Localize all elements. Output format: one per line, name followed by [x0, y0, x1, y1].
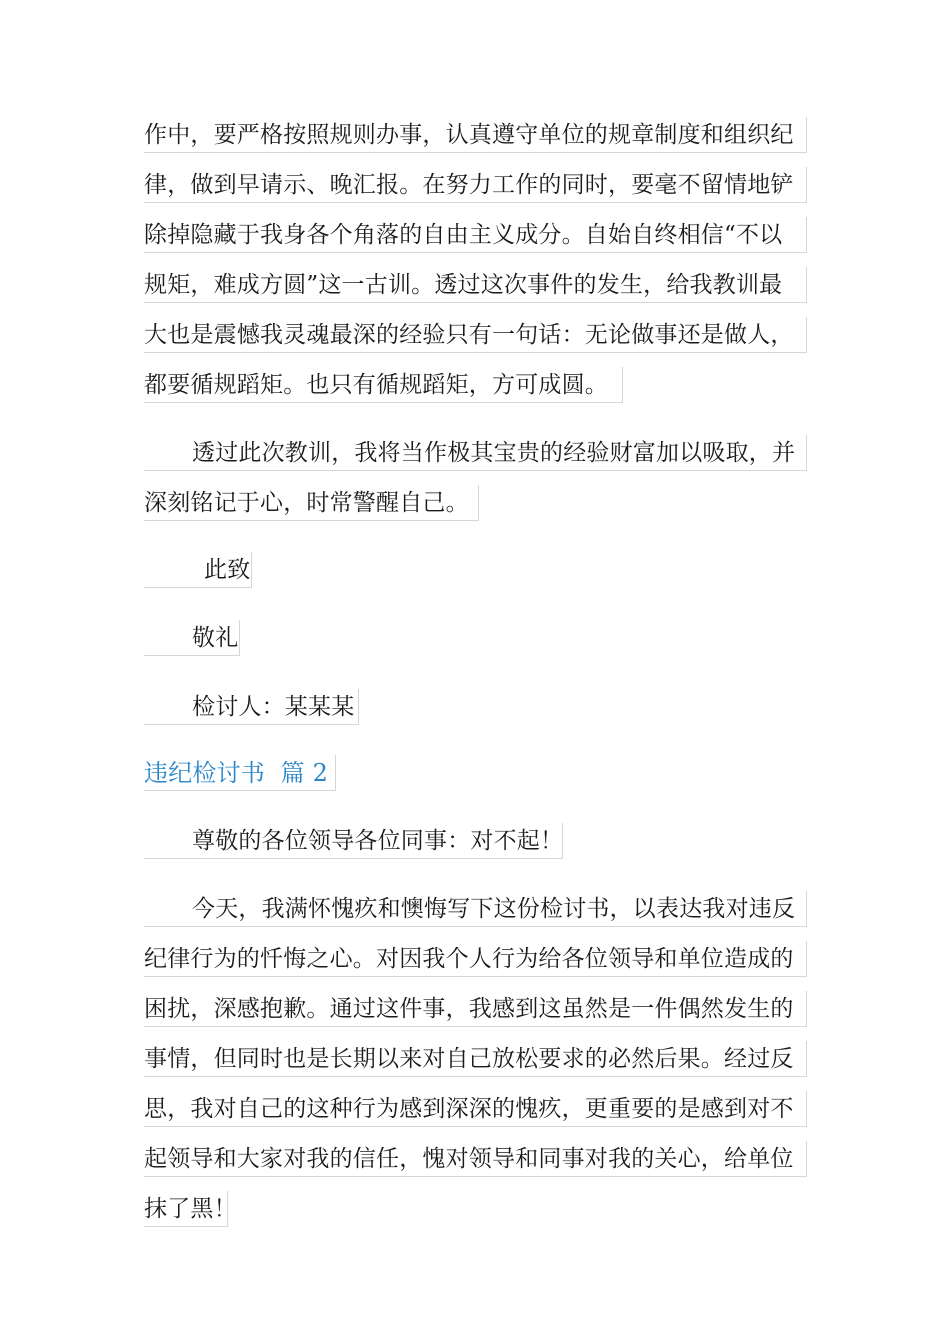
para1-line-1: 作中，要严格按照规则办事，认真遵守单位的规章制度和组织纪 — [144, 117, 807, 153]
para3-line-2: 纪律行为的忏悔之心。对因我个人行为给各位领导和单位造成的 — [144, 941, 807, 977]
para1-line-2: 律，做到早请示、晚汇报。在努力工作的同时，要毫不留情地铲 — [144, 167, 807, 203]
para3-line-1: 今天，我满怀愧疚和懊悔写下这份检讨书，以表达我对违反 — [144, 891, 807, 927]
para2-line-1: 透过此次教训，我将当作极其宝贵的经验财富加以吸取，并 — [144, 435, 807, 471]
salutation: 尊敬的各位领导各位同事：对不起！ — [144, 823, 563, 859]
para1-line-6: 都要循规蹈矩。也只有循规蹈矩，方可成圆。 — [144, 367, 623, 403]
para3-line-6: 起领导和大家对我的信任，愧对领导和同事对我的关心，给单位 — [144, 1141, 807, 1177]
para2-line-2: 深刻铭记于心，时常警醒自己。 — [144, 485, 479, 521]
para3-line-5: 思，我对自己的这种行为感到深深的愧疚，更重要的是感到对不 — [144, 1091, 807, 1127]
para3-line-3: 困扰，深感抱歉。通过这件事，我感到这虽然是一件偶然发生的 — [144, 991, 807, 1027]
para1-line-3: 除掉隐藏于我身各个角落的自由主义成分。自始自终相信“不以 — [144, 217, 807, 253]
signature: 检讨人：某某某 — [144, 689, 359, 725]
para1-line-4: 规矩，难成方圆”这一古训。透过这次事件的发生，给我教训最 — [144, 267, 807, 303]
closing-ci-zhi: 此致 — [144, 552, 252, 588]
closing-jing-li: 敬礼 — [144, 620, 240, 656]
para3-line-7: 抹了黑！ — [144, 1191, 228, 1227]
para3-line-4: 事情，但同时也是长期以来对自己放松要求的必然后果。经过反 — [144, 1041, 807, 1077]
para1-line-5: 大也是震憾我灵魂最深的经验只有一句话：无论做事还是做人， — [144, 317, 807, 353]
section-heading: 违纪检讨书 篇 2 — [144, 755, 336, 791]
